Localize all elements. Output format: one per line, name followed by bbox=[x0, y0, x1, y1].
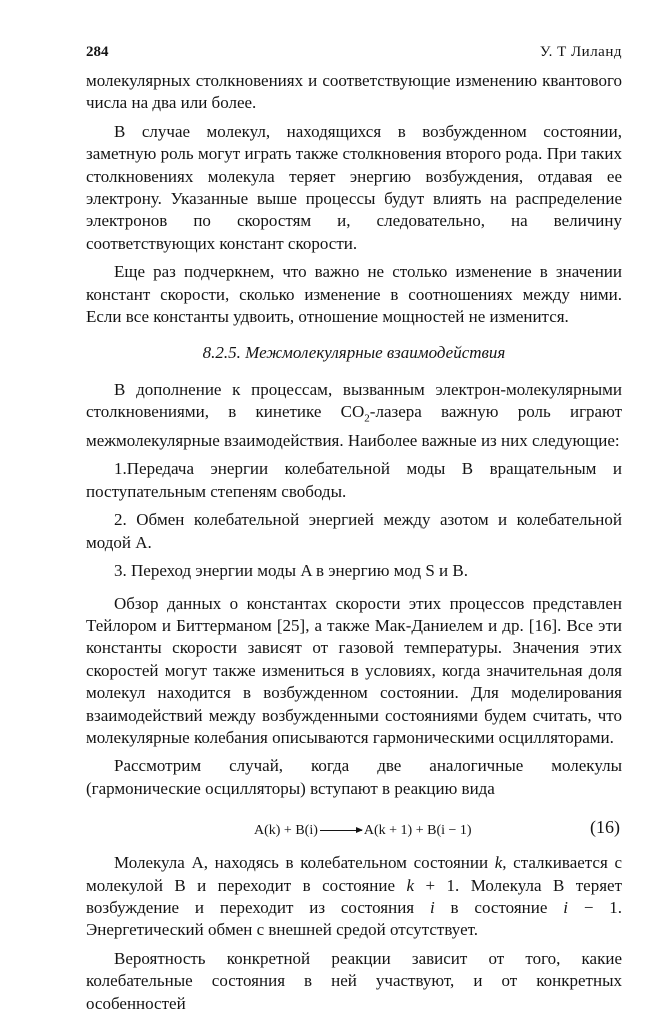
list-item-1: 1.Передача энергии колебательной моды B вращательным и поступательным степеням свободы. bbox=[86, 459, 622, 501]
text-segment: , сталкивается с молекулой B и переходит в состояние bbox=[86, 853, 622, 895]
reaction-arrow-icon bbox=[320, 830, 362, 831]
paragraph-continuation: молекулярных столкновениях и соответствующие изменению квантового числа на два или более. bbox=[86, 71, 622, 113]
equation-right: A(k + 1) + B(i − 1) bbox=[363, 823, 472, 839]
variable-i: i bbox=[429, 897, 435, 917]
variable-i: i bbox=[563, 897, 568, 917]
variable-k: k bbox=[494, 853, 503, 873]
equation-body bbox=[254, 820, 472, 842]
book-page bbox=[86, 40, 622, 1021]
paragraph-reaction-description bbox=[86, 852, 622, 942]
intro-text-before: В дополнение к процессам, вызванным электрон-молекулярными столкновениями, в кинетике CO bbox=[86, 379, 622, 422]
text-segment: в состояние bbox=[434, 897, 564, 917]
text-segment: − 1. Энергетический обмен с внешней средой отсутствует. bbox=[86, 897, 622, 940]
equation-16 bbox=[86, 808, 622, 848]
paragraph-second-kind-collisions: В случае молекул, находящихся в возбужденном состоянии, заметную роль могут играть также столкновения второго рода. При таких столкновениях молекула теряет энергию возбуждения, отдавая ее электрону. Указанные выше процессы будут влиять на распределение электронов по скоростям и, следовательно, на величину соответствующих констант скорости. bbox=[86, 121, 622, 253]
page-number: 284 bbox=[86, 44, 109, 60]
equation-number: (16) bbox=[590, 817, 620, 838]
paragraph-rate-review: Обзор данных о константах скорости этих процессов представлен Тейлором и Биттерманом [25], а также Мак-Даниелем и др. [16]. Все эти константы скорости зависят от газовой температуры. Значения этих скоростей могут также измениться в условиях, когда значительная доля молекул находится в возбужденном состоянии. Для моделирования взаимодействий между возбужденными состояниями будем считать, что молекулярные колебания описываются гармоническими осцилляторами. bbox=[86, 593, 622, 747]
paragraph-intermolecular-intro bbox=[86, 379, 622, 453]
section-heading: 8.2.5. Межмолекулярные взаимодействия bbox=[202, 343, 506, 363]
text-segment: + 1. Молекула B теряет возбуждение и переходит из состояния bbox=[86, 875, 622, 917]
page-body bbox=[86, 70, 622, 1015]
list-item-2: 2. Обмен колебательной энергией между азотом и колебательной модой A. bbox=[86, 510, 622, 552]
paragraph-rate-constants: Еще раз подчеркнем, что важно не столько изменение в значении констант скорости, сколько изменение в соотношениях между ними. Если все константы удвоить, отношение мощностей не изменится. bbox=[86, 262, 622, 327]
text-segment: Молекула A, находясь в колебательном состоянии bbox=[114, 853, 495, 873]
paragraph-reaction-intro: Рассмотрим случай, когда две аналогичные молекулы (гармонические осцилляторы) вступают в реакцию вида bbox=[86, 756, 622, 798]
paragraph-reaction-probability: Вероятность конкретной реакции зависит от того, какие колебательные состояния в ней участвуют, и от конкретных особенностей bbox=[86, 948, 622, 1013]
page-header bbox=[86, 40, 622, 70]
variable-k: k bbox=[406, 875, 415, 895]
intro-text-after: -лазера важную роль играют межмолекулярные взаимодействия. Наиболее важные из них следующие: bbox=[86, 402, 622, 451]
equation-left: A(k) + B(i) bbox=[254, 823, 318, 839]
running-head-author: У. Т Лиланд bbox=[539, 44, 622, 60]
co2-subscript: 2 bbox=[364, 412, 370, 425]
list-item-3: 3. Переход энергии моды A в энергию мод S и B. bbox=[114, 561, 468, 581]
